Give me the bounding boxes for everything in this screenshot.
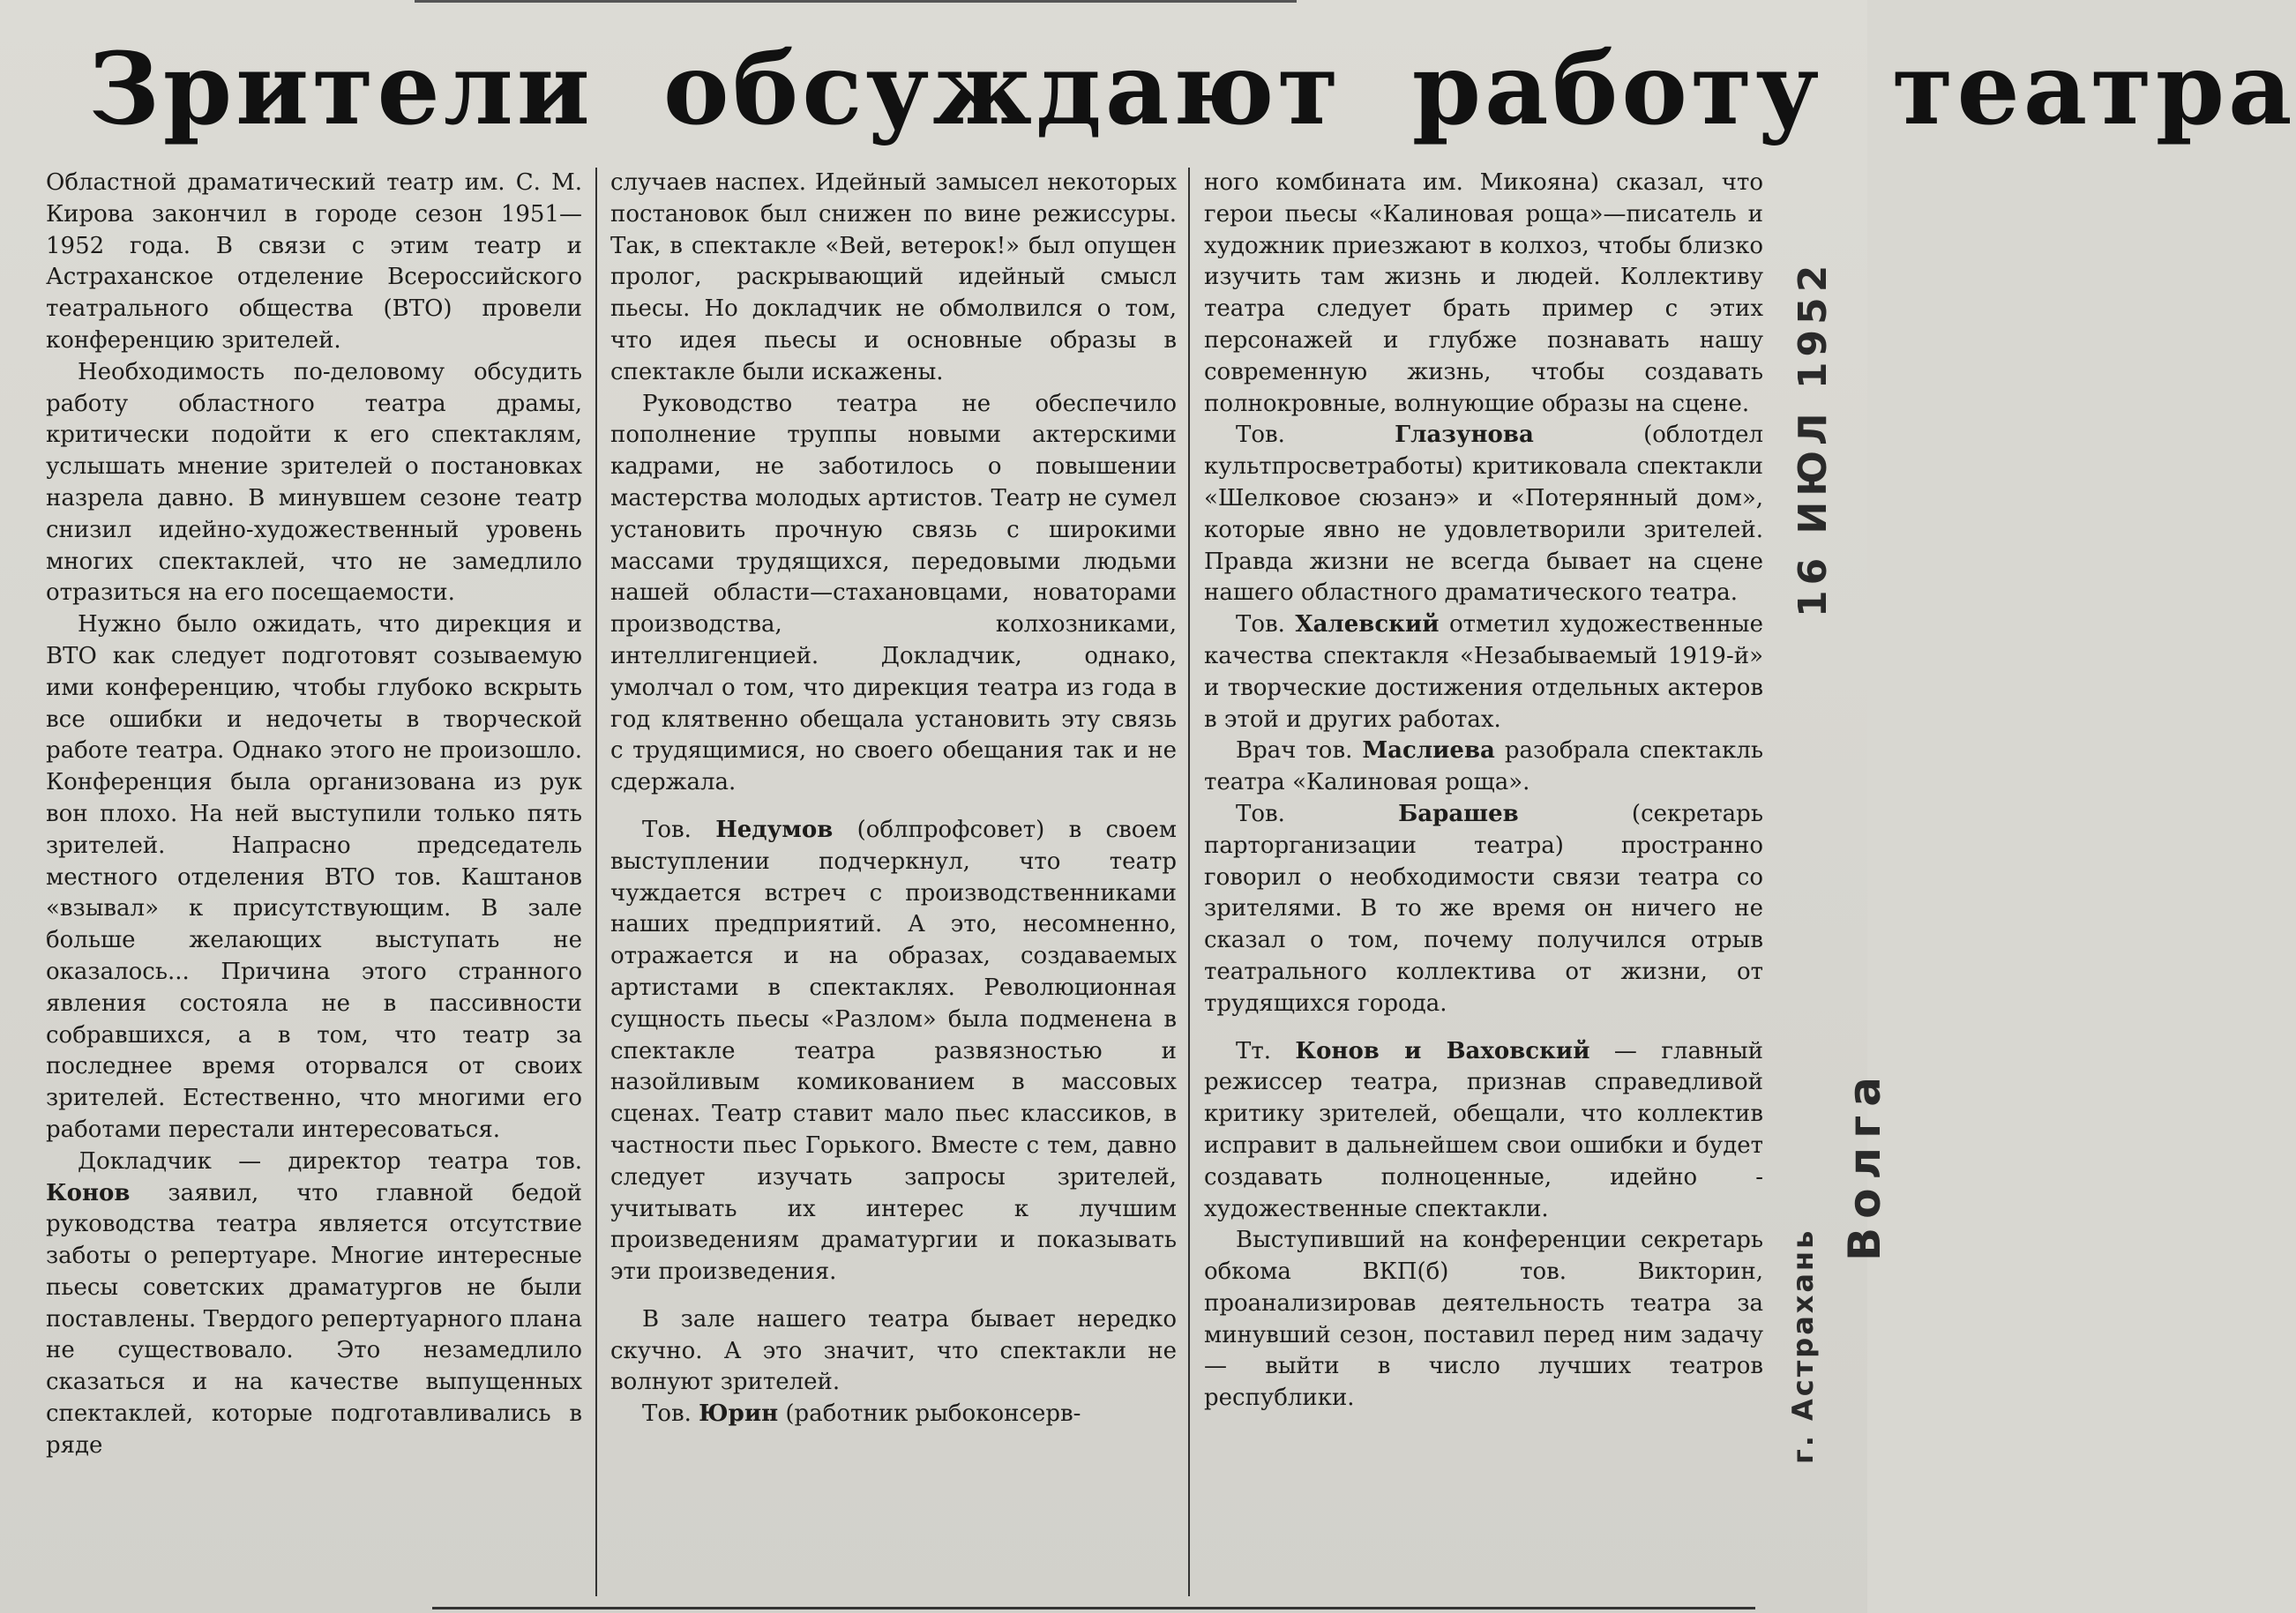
paragraph-text: (облотдел культпросветработы) критиковала спектакли «Шелковое сюзанэ» и «Потерянный дом», которые явно не удовлетворили зрителей. Правда жизни не всегда бывает на сцене нашего областного драматического театра. [1204,422,1763,607]
paragraph [1204,420,1763,609]
paragraph: В зале нашего театра бывает нередко скучно. А это значит, что спектакли не волнуют зрителей. [610,1305,1177,1396]
paragraph-prefix: Тов. [1236,611,1296,638]
article-headline: Зрители обсуждают работу театра [88,32,2296,147]
article-column-2 [610,168,1177,1430]
paragraph: ного комбината им. Микояна) сказал, что герои пьесы «Калиновая роща»—писатель и художник приезжают в колхоз, чтобы близко изучить там жизнь и людей. Коллективу театра следует брать пример с этих персонажей и глубже познавать нашу современную жизнь, чтобы создавать полнокровные, волнующие образы на сцене. [1204,169,1763,417]
city-stamp: г. Астрахань [1786,1228,1820,1464]
article-column-3 [1204,168,1763,1415]
paragraph-prefix: Тов. [1236,800,1399,827]
paragraph [1204,609,1763,736]
paragraph-text: — главный режиссер театра, признав справедливой критику зрителей, обещали, что коллектив исправит в дальнейшем свои ошибки и будет создавать полноценные, идейно - художественные спектакли. [1204,1037,1763,1222]
column-divider [1188,168,1190,1596]
paragraph-text: (работник рыбоконсерв- [778,1400,1081,1428]
speaker-name: Халевский [1295,611,1440,638]
speaker-name: Барашев [1398,800,1519,827]
paragraph-text: (облпрофсовет) в своем выступлении подчеркнул, что театр чуждается встреч с производственниками наших предприятий. А это, несомненно, отражается и на образах, создаваемых артистами в спектаклях. Революционная сущность пьесы «Разлом» была подменена в спектакле театра развязностью и назойливым комикованием в массовых сценах. Театр ставит мало пьес классиков, в частности пьес Горького. Вместе с тем, давно следует изучать запросы зрителей, учитывать их интерес к лучшим произведениям драматургии и показывать эти произведения. [610,816,1177,1286]
paragraph-text: отметил художественные качества спектакля «Незабываемый 1919-й» и творческие достижения отдельных актеров в этой и других работах. [1204,611,1764,733]
speaker-name: Конов и Ваховский [1295,1037,1590,1064]
paragraph [1204,1036,1763,1226]
paragraph-prefix: Тов. [1236,422,1395,449]
top-rule [415,0,1297,3]
paragraph: случаев наспех. Идейный замысел некоторых постановок был снижен по вине режиссуры. Так, в спектакле «Вей, ветерок!» был опущен пролог, раскрывающий идейный смысл пьесы. Но докладчик не обмолвился о том, что идея пьесы и основные образы в спектакле были искажены. [610,169,1177,385]
paragraph-text: (секретарь парторганизации театра) пространно говорил о необходимости связи театра со зрителями. В то же время он ничего не сказал о том, почему получился отрыв театрального коллектива от жизни, от трудящихся города. [1204,800,1763,1017]
paragraph-text: заявил, что главной бедой руководства театра является отсутствие заботы о репертуаре. Многие интересные пьесы советских драматургов не были поставлены. Твердого репертуарного плана не существовало. Это незамедлило сказаться и на качестве выпущенных спектаклей, которые подготавливались в ряде [46,1179,582,1459]
paragraph [1204,799,1763,1020]
paragraph [610,815,1177,1288]
speaker-name: Конов [46,1179,131,1206]
speaker-name: Юрин [699,1400,779,1428]
speaker-name: Недумов [715,816,834,843]
paragraph-prefix: Тов. [642,816,716,843]
paragraph-text: разобрала спектакль театра «Калиновая роща». [1204,737,1763,796]
newspaper-name-stamp: Волга [1839,1068,1890,1261]
speaker-name: Маслиева [1362,737,1495,765]
paragraph: Руководство театра не обеспечило пополнение труппы новыми актерскими кадрами, не заботилось о повышении мастерства молодых артистов. Театр не сумел установить прочную связь с широкими массами трудящихся, передовыми людьми нашей области—стахановцами, новаторами производства, колхозниками, интеллигенцией. Докладчик, однако, умолчал о том, что дирекция театра из года в год клятвенно обещала установить эту связь с трудящимися, но своего обещания так и не сдержала. [610,390,1177,796]
paragraph [46,1146,582,1462]
bottom-rule [432,1607,1755,1609]
article-column-1 [46,168,582,1462]
paragraph-prefix: Врач тов. [1236,737,1363,765]
column-divider [595,168,597,1596]
paragraph-prefix: Докладчик — директор театра тов. [78,1147,582,1175]
date-stamp: 16 ИЮЛ 1952 [1791,259,1836,617]
paragraph-prefix: Тт. [1236,1037,1296,1064]
paragraph [1204,736,1763,799]
paragraph-prefix: Тов. [642,1400,699,1428]
paragraph: Необходимость по-деловому обсудить работу областного театра драмы, критически подойти к его спектаклям, услышать мнение зрителей о постановках назрела давно. В минувшем сезоне театр снизил идейно-художественный уровень многих спектаклей, что не замедлило отразиться на его посещаемости. [46,358,582,607]
paragraph: Нужно было ожидать, что дирекция и ВТО как следует подготовят созываемую ими конференцию, чтобы глубоко вскрыть все ошибки и недочеты в творческой работе театра. Однако этого не произошло. Конференция была организована из рук вон плохо. На ней выступили только пять зрителей. Напрасно председатель местного отделения ВТО тов. Каштанов «взывал» к присутствующим. В зале больше желающих выступать не оказалось... Причина этого странного явления состояла не в пассивности собравшихся, а в том, что театр за последнее время оторвался от своих зрителей. Естественно, что многими его работами перестали интересоваться. [46,611,582,1143]
paragraph: Областной драматический театр им. С. М. Кирова закончил в городе сезон 1951—1952 года. В связи с этим театр и Астраханское отделение Всероссийского театрального общества (ВТО) провели конференцию зрителей. [46,169,582,354]
paragraph: Выступивший на конференции секретарь обкома ВКП(б) тов. Викторин, проанализировав деятельность театра за минувший сезон, поставил перед ним задачу — выйти в число лучших театров республики. [1204,1227,1763,1412]
paragraph [610,1399,1177,1430]
speaker-name: Глазунова [1395,422,1534,449]
